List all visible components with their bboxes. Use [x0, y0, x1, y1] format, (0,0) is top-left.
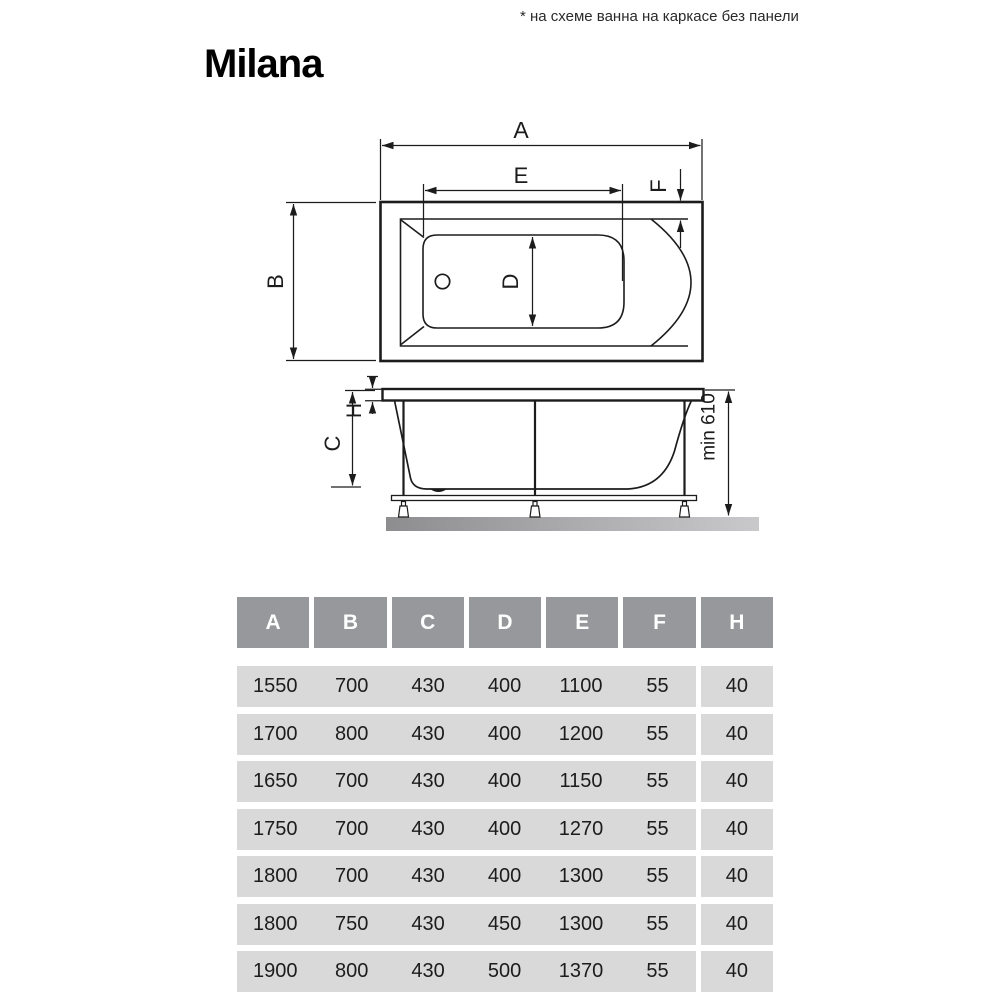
dim-label-e: E [513, 163, 529, 188]
table-cell: 500 [487, 960, 522, 982]
table-row [237, 761, 773, 802]
table-cell: 700 [334, 865, 369, 887]
table-row [237, 809, 773, 850]
table-cell: 400 [487, 770, 522, 792]
table-cell: 400 [487, 817, 522, 840]
page-title: Milana [204, 42, 323, 86]
table-row-main-cells [237, 761, 696, 802]
table-row-main-cells [237, 666, 696, 707]
table-cell: 1550 [252, 675, 298, 697]
table-row-main-cells [237, 809, 696, 850]
table-cell: 40 [701, 666, 773, 707]
table-cell: 1200 [558, 722, 604, 745]
column-header-b: B [314, 597, 386, 648]
table-row-main-cells [237, 904, 696, 945]
table-cell: 430 [411, 722, 445, 745]
table-header-row [237, 597, 773, 648]
column-header-d: D [469, 597, 541, 648]
table-cell: 430 [411, 912, 445, 935]
dim-label-b: B [263, 274, 288, 289]
table-cell: 40 [701, 809, 773, 850]
table-cell: 430 [411, 865, 445, 887]
table-row [237, 904, 773, 945]
table-cell: 750 [334, 912, 369, 935]
table-cell: 1270 [558, 817, 604, 840]
table-cell: 55 [646, 770, 669, 792]
table-cell: 700 [334, 817, 369, 840]
table-cell: 55 [646, 817, 669, 840]
table-cell: 1300 [558, 865, 604, 887]
table-cell: 1150 [559, 770, 603, 792]
table-cell: 800 [334, 722, 369, 745]
dim-label-a: A [513, 117, 529, 143]
table-cell: 40 [701, 856, 773, 897]
column-header-a: A [237, 597, 309, 648]
table-cell: 1100 [559, 675, 603, 697]
dim-label-h: H [343, 402, 366, 419]
table-cell: 55 [646, 722, 669, 745]
table-cell: 700 [334, 675, 369, 697]
table-cell: 1900 [252, 960, 298, 982]
table-row-main-cells [237, 951, 696, 992]
table-row-main-cells [237, 856, 696, 897]
table-cell: 430 [411, 817, 445, 840]
drain-hole [435, 274, 449, 288]
table-cell: 40 [701, 951, 773, 992]
column-header-e: E [546, 597, 618, 648]
column-header-c: C [392, 597, 464, 648]
tub-profile [395, 401, 692, 490]
table-row-main-cells [237, 714, 696, 755]
dim-label-c: C [320, 435, 345, 452]
dim-label-min610: min 610 [698, 393, 720, 461]
column-header-f: F [623, 597, 695, 648]
table-cell: 430 [411, 960, 445, 982]
dim-label-f: F [646, 179, 671, 193]
frame-feet [399, 502, 690, 518]
table-cell: 700 [334, 770, 369, 792]
table-cell: 40 [701, 904, 773, 945]
table-cell: 1750 [252, 817, 298, 840]
tub-outer-rim [381, 202, 703, 361]
table-cell: 430 [411, 675, 445, 697]
table-cell: 1800 [252, 865, 298, 887]
drain-bump [430, 489, 447, 492]
table-cell: 1650 [252, 770, 298, 792]
table-cell: 1370 [558, 960, 604, 982]
table-cell: 55 [646, 960, 669, 982]
table-cell: 430 [411, 770, 445, 792]
column-header-h: H [701, 597, 773, 648]
table-cell: 400 [487, 722, 522, 745]
tub-rim-deck [383, 389, 704, 401]
footnote: * на схеме ванна на каркасе без панели [520, 8, 799, 25]
table-cell: 400 [487, 865, 522, 887]
table-cell: 55 [646, 865, 669, 887]
table-body [237, 666, 773, 992]
table-cell: 40 [701, 761, 773, 802]
dimensions-table [237, 597, 773, 999]
table-row [237, 951, 773, 992]
table-cell: 1800 [252, 912, 298, 935]
table-cell: 1700 [252, 722, 298, 745]
ground [386, 517, 759, 531]
table-row [237, 714, 773, 755]
table-cell: 55 [646, 675, 669, 697]
table-row [237, 666, 773, 707]
bathtub-technical-drawing [260, 100, 780, 545]
table-cell: 40 [701, 714, 773, 755]
table-cell: 55 [646, 912, 669, 935]
frame-rail [392, 496, 697, 501]
table-row [237, 856, 773, 897]
table-cell: 1300 [558, 912, 604, 935]
table-cell: 450 [487, 912, 522, 935]
dim-label-d: D [498, 273, 523, 290]
table-cell: 800 [334, 960, 369, 982]
bathtub-top-view [381, 202, 703, 361]
table-cell: 400 [487, 675, 522, 697]
